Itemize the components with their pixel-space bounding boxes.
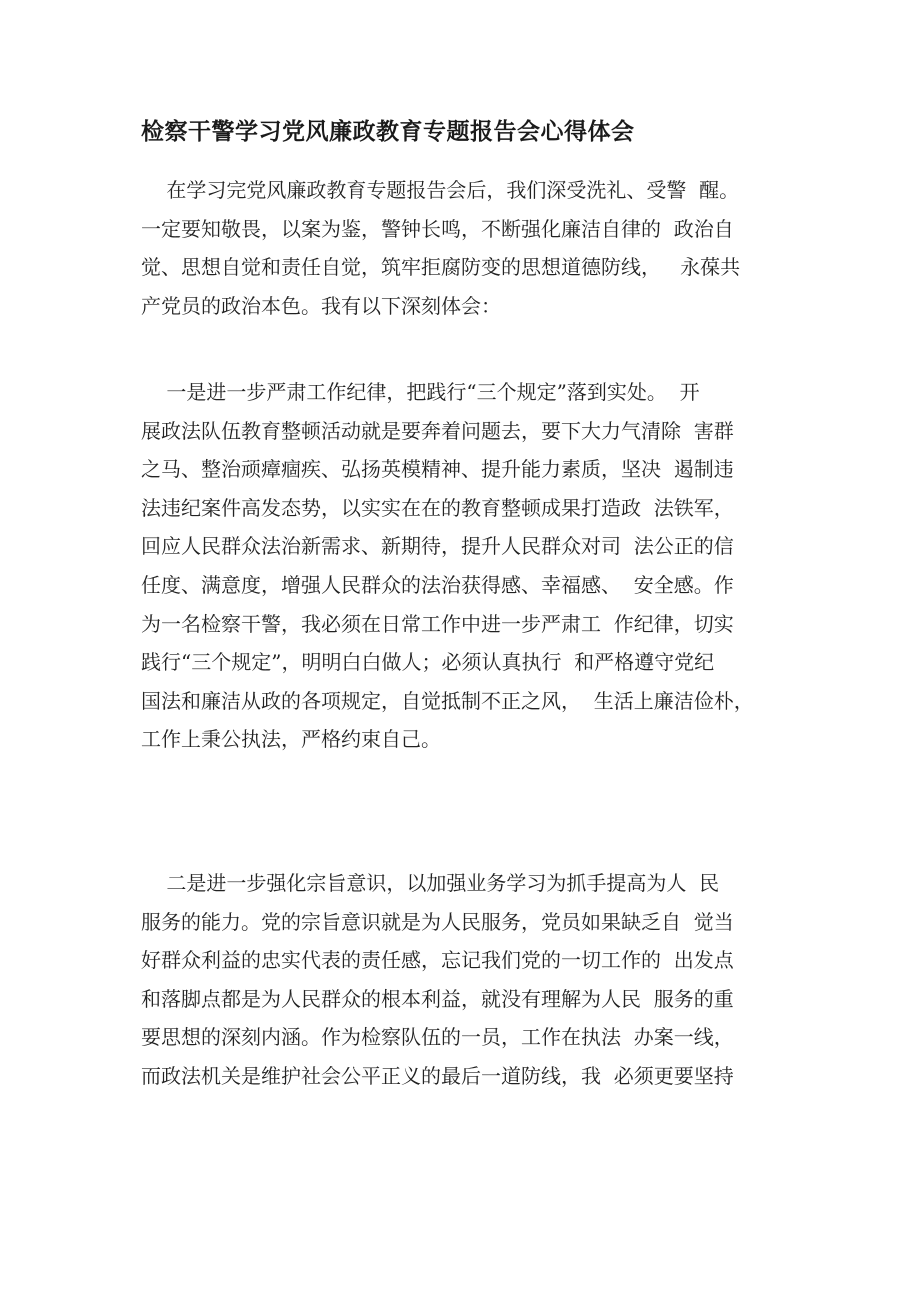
- paragraph-line: 在学习完党风廉政教育专题报告会后，我们深受洗礼、受警 醒。: [141, 178, 740, 202]
- paragraph-point-one: [141, 373, 754, 759]
- paragraph-line: 为一名检察干警，我必须在日常工作中进一步严肃工 作纪律，切实: [141, 611, 734, 636]
- paragraph-line: 回应人民群众法治新需求、新期待，提升人民群众对司 法公正的信: [141, 534, 734, 559]
- paragraph-line: 法违纪案件高发态势，以实实在在的教育整顿成果打造政 法铁军，: [141, 495, 734, 520]
- paragraph-line: 一是进一步严肃工作纪律，把践行“三个规定”落到实处。 开: [141, 380, 700, 404]
- paragraph-point-two: [141, 864, 734, 1096]
- paragraph-line: 服务的能力。党的宗旨意识就是为人民服务，党员如果缺乏自 觉当: [141, 909, 734, 934]
- paragraph-line: 展政法队伍教育整顿活动就是要奔着问题去，要下大力气清除 害群: [141, 418, 734, 443]
- paragraph-line: 而政法机关是维护社会公平正义的最后一道防线，我 必须更要坚持: [141, 1063, 734, 1088]
- paragraph-line: 觉、思想自觉和责任自觉，筑牢拒腐防变的思想道德防线， 永葆共: [141, 255, 741, 280]
- document-title: 检察干警学习党风廉政教育专题报告会心得体会: [141, 119, 635, 145]
- paragraph-line: 一定要知敬畏，以案为鉴，警钟长鸣，不断强化廉洁自律的 政治自: [141, 216, 734, 241]
- paragraph-line: 和落脚点都是为人民群众的根本利益，就没有理解为人民 服务的重: [141, 986, 734, 1011]
- paragraph-line: 二是进一步强化宗旨意识，以加强业务学习为抓手提高为人 民: [141, 871, 720, 895]
- paragraph-line: 国法和廉洁从政的各项规定，自觉抵制不正之风， 生活上廉洁俭朴，: [141, 688, 754, 713]
- paragraph-line: 工作上秉公执法，严格约束自己。: [141, 727, 441, 752]
- paragraph-line: 践行“三个规定”，明明白白做人；必须认真执行 和严格遵守党纪: [141, 650, 715, 675]
- paragraph-line: 任度、满意度，增强人民群众的法治获得感、幸福感、 安全感。作: [141, 572, 734, 597]
- paragraph-intro: [141, 171, 740, 325]
- paragraph-line: 之马、整治顽瘴痼疾、弘扬英模精神、提升能力素质，坚决 遏制违: [141, 457, 734, 482]
- paragraph-line: 产党员的政治本色。我有以下深刻体会：: [141, 293, 501, 318]
- paragraph-line: 要思想的深刻内涵。作为检察队伍的一员，工作在执法 办案一线，: [141, 1025, 734, 1050]
- paragraph-line: 好群众利益的忠实代表的责任感，忘记我们党的一切工作的 出发点: [141, 948, 734, 973]
